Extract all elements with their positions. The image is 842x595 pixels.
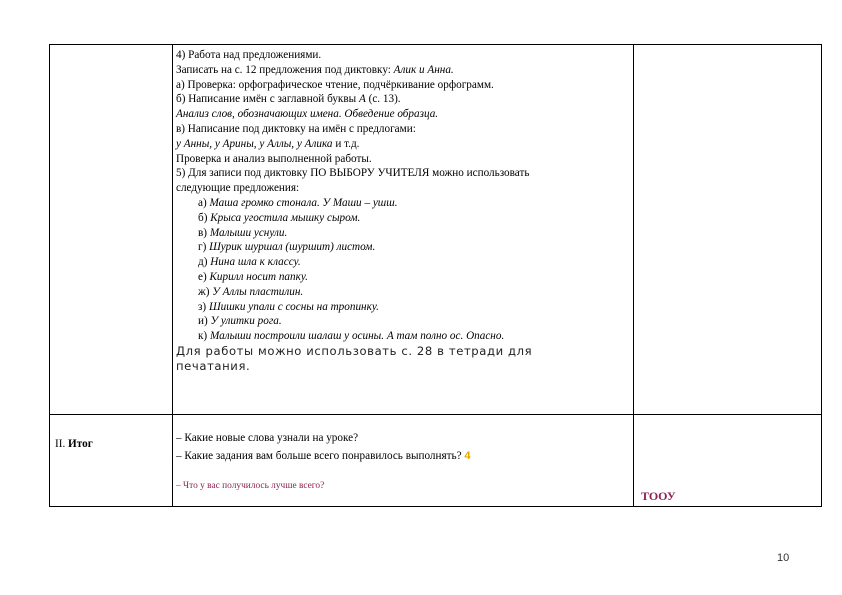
content-line bbox=[176, 137, 628, 152]
stage-name: Итог bbox=[68, 438, 93, 450]
option-sentence: Маша громко стонала. У Маши – ушш. bbox=[209, 196, 398, 209]
option-sentence: Крыса угостила мышку сыром. bbox=[210, 211, 361, 224]
content-line bbox=[176, 152, 628, 167]
dictation-option bbox=[176, 196, 628, 211]
workbook-note-line: Для работы можно использовать с. 28 в тетради для bbox=[176, 343, 533, 358]
row-divider bbox=[50, 414, 821, 415]
row1-text-lines bbox=[176, 48, 628, 196]
option-sentence: У улитки рога. bbox=[210, 315, 282, 328]
summary-content-cell bbox=[176, 431, 628, 493]
option-label: д) bbox=[198, 256, 211, 269]
option-sentence: Малыши уснули. bbox=[209, 226, 288, 239]
dictation-option bbox=[176, 255, 628, 270]
option-sentence: У Аллы пластилин. bbox=[212, 285, 304, 298]
line-text: б) Написание имён с заглавной буквы bbox=[176, 93, 359, 106]
dictation-option bbox=[176, 285, 628, 300]
line-text: Записать на с. 12 предложения под диктовку: bbox=[176, 63, 394, 76]
line-tail-text: и т.д. bbox=[332, 137, 360, 150]
column-divider bbox=[633, 45, 634, 506]
option-label: ж) bbox=[198, 285, 213, 298]
line-tail-text: (с. 13). bbox=[365, 93, 401, 106]
dictation-option bbox=[176, 314, 628, 329]
summary-question bbox=[176, 449, 628, 464]
column-divider bbox=[172, 45, 173, 506]
option-label: б) bbox=[198, 211, 211, 224]
content-line bbox=[176, 107, 628, 122]
content-line bbox=[176, 48, 628, 63]
line-text: в) Написание под диктовку на имён с предлогами: bbox=[176, 122, 416, 135]
option-label: и) bbox=[198, 315, 211, 328]
content-line bbox=[176, 78, 628, 93]
summary-question-text: – Какие задания вам больше всего понравилось выполнять? bbox=[176, 449, 462, 462]
option-sentence: Кирилл носит папку. bbox=[209, 270, 308, 283]
content-line bbox=[176, 166, 628, 181]
workbook-note bbox=[176, 344, 628, 374]
content-line bbox=[176, 63, 628, 78]
line-text: 5) Для записи под диктовку ПО ВЫБОРУ УЧИТЕЛЯ можно использовать bbox=[176, 167, 530, 180]
dictation-option bbox=[176, 300, 628, 315]
line-text: 4) Работа над предложениями. bbox=[176, 49, 322, 61]
content-line bbox=[176, 92, 628, 107]
content-line bbox=[176, 181, 628, 196]
option-sentence: Малыши построили шалаш у осины. А там полно ос. Опасно. bbox=[209, 330, 505, 343]
row1-content-cell bbox=[176, 48, 628, 374]
option-label: е) bbox=[198, 270, 210, 283]
summary-question-small: – Что у вас получилось лучше всего? bbox=[176, 480, 325, 491]
dictation-option bbox=[176, 240, 628, 255]
page-number: 10 bbox=[777, 552, 790, 564]
line-text: следующие предложения: bbox=[176, 182, 300, 195]
dictation-option bbox=[176, 211, 628, 226]
line-text: Анализ слов, обозначающих имена. Обведение образца. bbox=[176, 108, 439, 121]
workbook-note-line: печатания. bbox=[176, 358, 251, 373]
option-label: з) bbox=[198, 300, 209, 313]
dictation-option bbox=[176, 270, 628, 285]
stage-number: II. bbox=[55, 438, 69, 450]
marker-number: 4 bbox=[464, 449, 471, 462]
line-text: Проверка и анализ выполненной работы. bbox=[176, 152, 372, 165]
option-sentence: Шурик шуршал (шуршит) листом. bbox=[209, 241, 376, 254]
dictation-option bbox=[176, 226, 628, 241]
stage-title bbox=[55, 437, 93, 452]
right-cell-label: ТООУ bbox=[641, 489, 676, 503]
option-label: в) bbox=[198, 226, 210, 239]
option-label: к) bbox=[198, 330, 210, 343]
option-label: а) bbox=[198, 196, 210, 209]
summary-question: – Какие новые слова узнали на уроке? bbox=[176, 432, 359, 444]
option-sentence: Нина шла к классу. bbox=[210, 256, 301, 269]
option-label: г) bbox=[198, 241, 210, 254]
content-line bbox=[176, 122, 628, 137]
line-italic-text: А bbox=[358, 93, 366, 106]
lesson-table bbox=[49, 44, 822, 507]
line-text: а) Проверка: орфографическое чтение, подчёркивание орфограмм. bbox=[176, 78, 494, 91]
line-italic-text: Алик и Анна. bbox=[393, 63, 454, 76]
dictation-options-list bbox=[176, 196, 628, 344]
line-text: у Анны, у Арины, у Аллы, у Алика bbox=[176, 137, 333, 150]
dictation-option bbox=[176, 329, 628, 344]
option-sentence: Шишки упали с сосны на тропинку. bbox=[208, 300, 379, 313]
